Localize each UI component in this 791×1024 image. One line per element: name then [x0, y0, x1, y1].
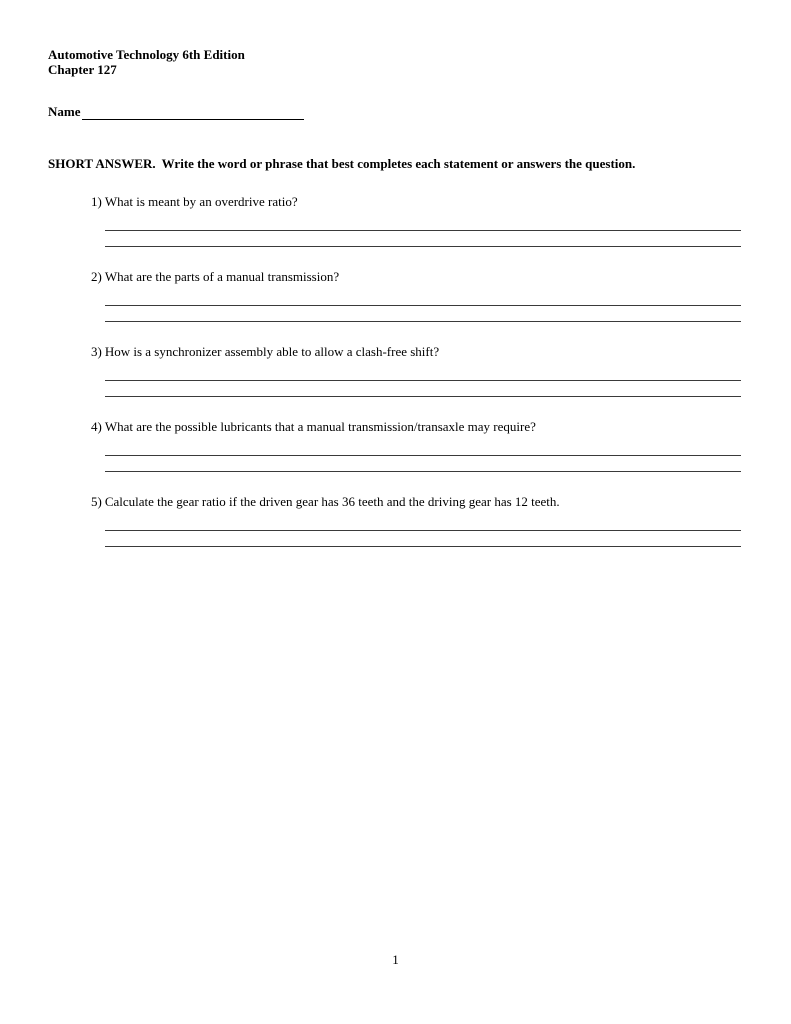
- instructions: [48, 156, 741, 172]
- answer-line: [105, 530, 741, 531]
- document-header: [48, 48, 741, 78]
- question-number: 4): [91, 418, 102, 434]
- question-line: [91, 419, 741, 435]
- name-blank-line: [82, 105, 304, 120]
- answer-line: [105, 380, 741, 381]
- answer-line: [105, 471, 741, 472]
- question-item: [48, 419, 741, 472]
- question-text: What is meant by an overdrive ratio?: [104, 193, 298, 209]
- answer-line: [105, 455, 741, 456]
- question-number: 1): [91, 193, 102, 209]
- question-line: [91, 269, 741, 285]
- name-label: Name: [48, 103, 81, 119]
- question-item: [48, 344, 741, 397]
- answer-line: [105, 321, 741, 322]
- instructions-text: Write the word or phrase that best completes each statement or answers the question.: [161, 155, 636, 171]
- question-list: [48, 194, 741, 547]
- question-number: 2): [91, 268, 102, 284]
- question-item: [48, 194, 741, 247]
- question-number: 3): [91, 343, 102, 359]
- name-row: [48, 104, 741, 120]
- answer-line: [105, 396, 741, 397]
- answer-line: [105, 546, 741, 547]
- question-text: What are the possible lubricants that a manual transmission/transaxle may require?: [104, 418, 536, 434]
- question-item: [48, 494, 741, 547]
- document-title: Automotive Technology 6th Edition: [48, 47, 245, 62]
- chapter-label: Chapter 127: [48, 61, 117, 77]
- answer-line: [105, 246, 741, 247]
- question-text: What are the parts of a manual transmission?: [104, 268, 340, 284]
- answer-line: [105, 230, 741, 231]
- question-line: [91, 194, 741, 210]
- question-item: [48, 269, 741, 322]
- instructions-heading: SHORT ANSWER.: [48, 155, 156, 171]
- question-line: [91, 494, 741, 510]
- question-number: 5): [91, 493, 102, 509]
- question-line: [91, 344, 741, 360]
- answer-line: [105, 305, 741, 306]
- question-text: How is a synchronizer assembly able to allow a clash-free shift?: [104, 343, 440, 359]
- page-number: 1: [392, 952, 399, 967]
- question-text: Calculate the gear ratio if the driven gear has 36 teeth and the driving gear has 12 teeth.: [104, 493, 560, 509]
